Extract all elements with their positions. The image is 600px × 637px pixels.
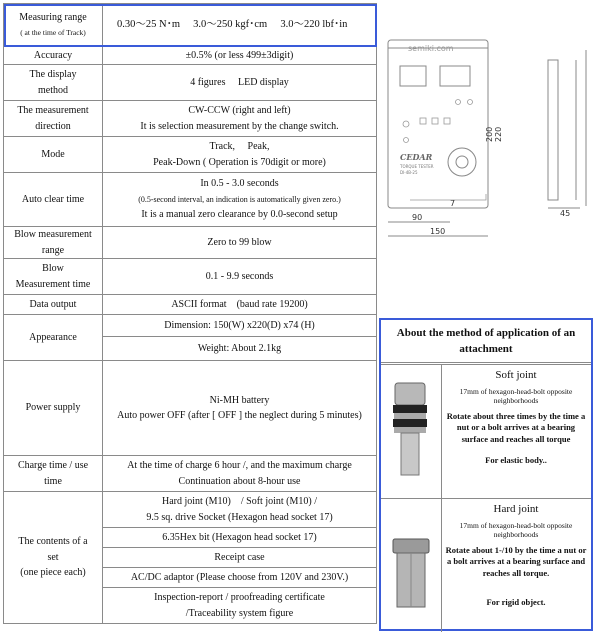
item-l1: Hard joint (M10) / Soft joint (M10) /	[162, 496, 317, 507]
data-output-label: Data output	[4, 295, 103, 315]
value-l2: Continuation about 8-hour use	[178, 475, 301, 487]
soft-joint-sub: 17mm of hexagon-head-bolt opposite neighborhoods	[459, 387, 573, 405]
model-line2: DI-4B-25	[400, 170, 418, 175]
row-power	[4, 361, 377, 456]
data-output-value: ASCII format (baud rate 19200)	[103, 295, 377, 315]
value-l1: In 0.5 - 3.0 seconds	[200, 178, 279, 190]
brand-text: semiki.com	[408, 44, 454, 53]
value-l2: It is selection measurement by the change switch.	[140, 120, 339, 132]
hard-joint-desc: Rotate about 1-/10 by the time a nut or a bolt arrives at a bearing surface and reaches all torque.	[445, 545, 587, 578]
label-l2: Measurement time	[15, 278, 91, 290]
direction-label	[4, 101, 103, 137]
hard-joint-image	[381, 499, 442, 632]
contents-item-1	[103, 492, 377, 528]
value-l2: Auto power OFF (after [ OFF ] the neglect during 5 minutes)	[117, 410, 362, 421]
dial-inner	[456, 156, 468, 168]
value-l1: CW-CCW (right and left)	[188, 105, 291, 116]
side-view	[548, 60, 558, 200]
value-l1: At the time of charge 6 hour /, and the maximum charge	[127, 460, 352, 471]
appearance-weight: Weight: About 2.1kg	[103, 337, 377, 361]
auto-clear-label: Auto clear time	[4, 173, 103, 227]
hard-joint-note: For rigid object.	[486, 597, 546, 608]
value-l2: Peak-Down ( Operation is 70digit or more)	[153, 156, 326, 168]
row-mode	[4, 137, 377, 173]
hard-joint-row	[381, 498, 591, 632]
soft-joint-text	[443, 365, 589, 499]
dial-outer	[448, 148, 476, 176]
model-line1: TORQUE TESTER	[400, 164, 434, 169]
power-label: Power supply	[4, 361, 103, 456]
device-drawing	[380, 20, 598, 260]
row-contents-1	[4, 492, 377, 528]
contents-item-2: 6.35Hex bit (Hexagon head socket 17)	[103, 528, 377, 548]
dim-200: 200	[485, 126, 494, 142]
label-l1: Blow	[42, 263, 64, 274]
display-label	[4, 65, 103, 101]
attachment-panel	[379, 318, 593, 631]
soft-joint-row	[381, 364, 591, 499]
mode-value	[103, 137, 377, 173]
charge-value	[103, 456, 377, 492]
hard-joint-icon	[381, 499, 441, 632]
appearance-label: Appearance	[4, 315, 103, 361]
row-auto-clear	[4, 173, 377, 227]
blow-range-label	[4, 227, 103, 259]
label-l2: range	[41, 244, 65, 256]
measuring-range-label	[4, 4, 103, 47]
value-l1: Ni-MH battery	[209, 394, 270, 406]
value-l3: It is a manual zero clearance by 0.0-second setup	[141, 209, 338, 221]
hard-joint-sub: 17mm of hexagon-head-bolt opposite neighborhoods	[459, 521, 573, 539]
label-l1: Charge time / use	[17, 460, 89, 471]
logo-text: CEDAR	[400, 152, 433, 162]
contents-label	[4, 492, 103, 624]
row-measuring-range	[4, 4, 377, 47]
label-l2: direction	[35, 120, 71, 132]
spec-table	[3, 3, 377, 624]
row-direction	[4, 101, 377, 137]
row-blow-range	[4, 227, 377, 259]
dim-7: 7	[450, 199, 456, 208]
blow-time-value: 0.1 - 9.9 seconds	[103, 259, 377, 295]
accuracy-value: ±0.5% (or less 499±3digit)	[103, 47, 377, 65]
soft-joint-title: Soft joint	[495, 369, 537, 381]
attachment-title: About the method of application of an attachment	[381, 320, 591, 363]
row-blow-time	[4, 259, 377, 295]
power-value	[103, 361, 377, 456]
blow-time-label	[4, 259, 103, 295]
hard-joint-title: Hard joint	[493, 503, 539, 515]
display-value: 4 figures LED display	[103, 65, 377, 101]
dim-220: 220	[494, 126, 503, 142]
direction-value	[103, 101, 377, 137]
display-right	[440, 66, 470, 86]
contents-item-4: AC/DC adaptor (Please choose from 120V and 230V.)	[103, 568, 377, 588]
dim-150: 150	[430, 227, 446, 236]
row-accuracy	[4, 47, 377, 65]
mode-label: Mode	[4, 137, 103, 173]
item-l1: Inspection-report / proofreading certificate	[154, 592, 325, 603]
label-l1: Blow measurement	[14, 229, 92, 240]
label-sub: ( at the time of Track)	[20, 28, 86, 37]
label-l1: The contents of a	[18, 536, 88, 548]
label-l2: set	[47, 551, 59, 563]
row-data-output	[4, 295, 377, 315]
appearance-dimension: Dimension: 150(W) x220(D) x74 (H)	[103, 315, 377, 337]
soft-joint-icon	[381, 365, 441, 499]
label-text: Measuring range	[19, 11, 87, 23]
display-left	[400, 66, 426, 86]
dim-90: 90	[412, 213, 423, 222]
hard-joint-text	[443, 499, 589, 632]
contents-item-5	[103, 588, 377, 624]
row-charge	[4, 456, 377, 492]
item-l2: 9.5 sq. drive Socket (Hexagon head socket 17)	[146, 511, 333, 523]
blow-range-value: Zero to 99 blow	[103, 227, 377, 259]
value-l1: Track, Peak,	[209, 141, 270, 152]
item-l2: /Traceability system figure	[185, 607, 294, 619]
charge-label	[4, 456, 103, 492]
label-l1: The measurement	[17, 105, 89, 116]
measuring-range-value: 0.30～25 N･m 3.0～250 kgf･cm 3.0～220 lbf･in	[103, 4, 377, 47]
accuracy-label: Accuracy	[4, 47, 103, 65]
soft-joint-note: For elastic body..	[485, 455, 547, 466]
soft-joint-image	[381, 365, 442, 499]
auto-clear-value	[103, 173, 377, 227]
contents-item-3: Receipt case	[103, 548, 377, 568]
row-display	[4, 65, 377, 101]
label-l1: The display	[29, 69, 77, 80]
label-l2: method	[38, 84, 68, 96]
dim-45: 45	[560, 209, 571, 218]
label-l3: (one piece each)	[20, 567, 86, 579]
soft-joint-desc: Rotate about three times by the time a nut or a bolt arrives at a bearing surface and reaches all torque	[446, 411, 586, 444]
label-l2: time	[44, 475, 62, 487]
row-appearance-1	[4, 315, 377, 337]
value-l2: (0.5-second interval, an indication is automatically given zero.)	[138, 194, 341, 204]
